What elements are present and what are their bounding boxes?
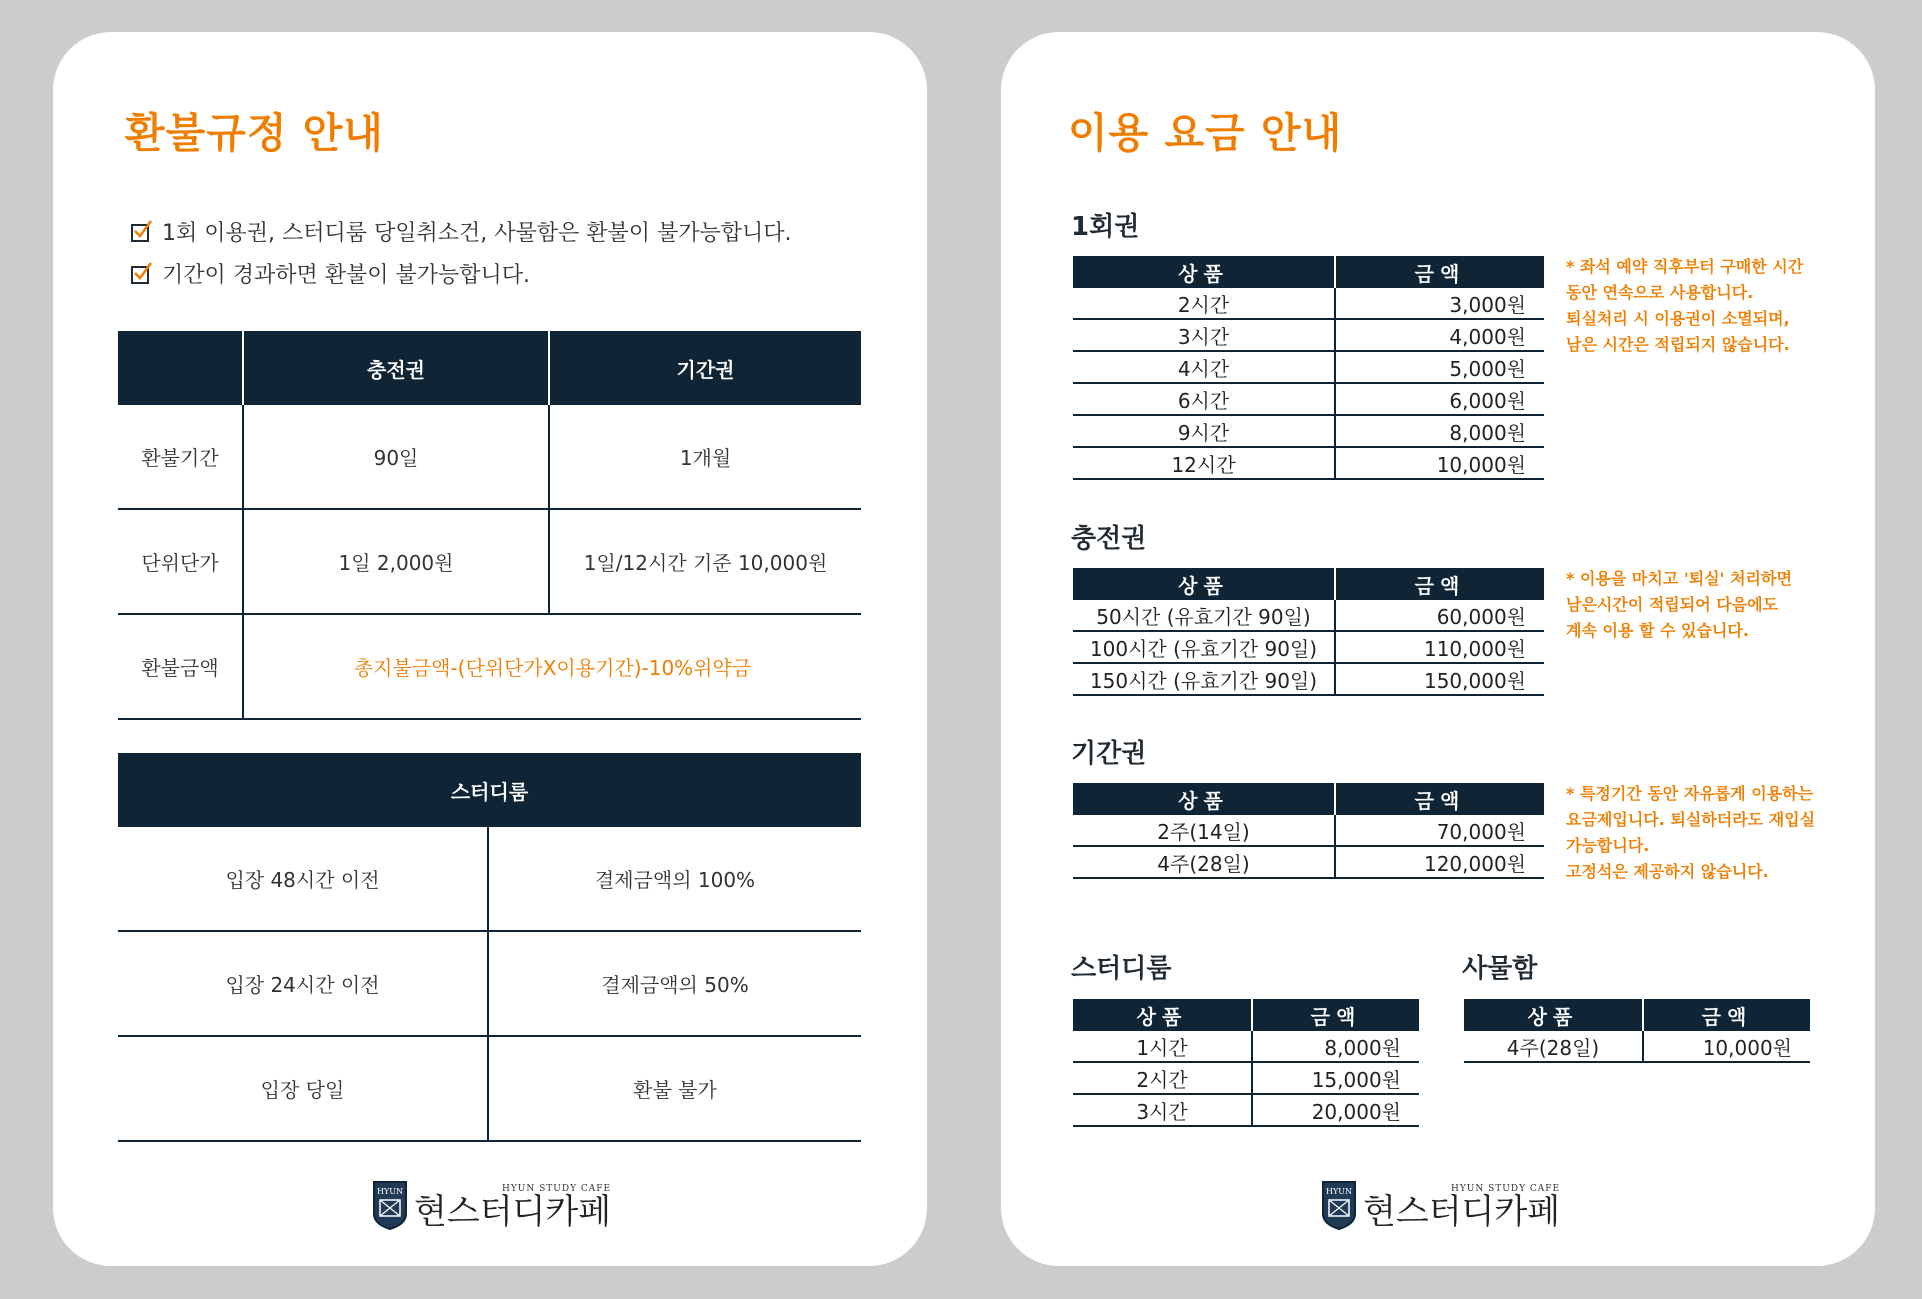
cell-period: 1일/12시간 기준 10,000원: [549, 509, 861, 614]
cell-when: 입장 당일: [118, 1036, 488, 1141]
table-row: [118, 509, 861, 614]
cell-period: 1개월: [549, 405, 861, 509]
table-row: [118, 931, 861, 1036]
product-price: 8,000원: [1335, 415, 1544, 447]
shield-emblem-icon: [1321, 1180, 1357, 1230]
product-price: 70,000원: [1335, 815, 1544, 846]
check-item: [131, 252, 792, 294]
table-row: [1073, 319, 1544, 351]
table-row: [1073, 600, 1544, 631]
product-price: 5,000원: [1335, 351, 1544, 383]
refund-table: [118, 331, 861, 720]
single-pass-note: * 좌석 예약 직후부터 구매한 시간 동안 연속으로 사용합니다. 퇴실처리 시 이용권이 소멸되며, 남은 시간은 적립되지 않습니다.: [1566, 257, 1804, 354]
brand-name: 현스터디카페: [1363, 1192, 1561, 1232]
checkbox-checked-icon: [131, 262, 153, 284]
pricing-title: 이용 요금 안내: [1068, 109, 1343, 157]
product-name: 2주(14일): [1073, 815, 1335, 846]
table-row: [1073, 1062, 1419, 1094]
product-price: 10,000원: [1643, 1031, 1810, 1062]
shield-emblem-icon: [372, 1180, 408, 1230]
product-name: 50시간 (유효기간 90일): [1073, 600, 1335, 631]
product-name: 3시간: [1073, 319, 1335, 351]
product-price: 15,000원: [1252, 1062, 1419, 1094]
table-row: [1073, 1031, 1419, 1062]
product-name: 12시간: [1073, 447, 1335, 479]
col-product: 상품: [1073, 999, 1252, 1031]
cell-refund: 결제금액의 100%: [488, 827, 861, 931]
cell-charge: 1일 2,000원: [243, 509, 549, 614]
table-row: [1073, 631, 1544, 663]
header-period: 기간권: [549, 331, 861, 405]
section-title-studyroom: 스터디룸: [1071, 954, 1172, 984]
check-text: 1회 이용권, 스터디룸 당일취소건, 사물함은 환불이 불가능합니다.: [162, 220, 792, 246]
product-price: 8,000원: [1252, 1031, 1419, 1062]
section-title-period: 기간권: [1071, 739, 1147, 769]
product-price: 60,000원: [1335, 600, 1544, 631]
product-price: 120,000원: [1335, 846, 1544, 878]
pricing-card: [1001, 32, 1875, 1266]
table-row: [118, 405, 861, 509]
header-empty: [118, 331, 243, 405]
table-row: [1073, 815, 1544, 846]
table-row: [1073, 383, 1544, 415]
brand-logo: [372, 1180, 611, 1230]
table-row: [1073, 288, 1544, 319]
cell-when: 입장 24시간 이전: [118, 931, 488, 1036]
section-title-locker: 사물함: [1462, 954, 1538, 984]
checkbox-checked-icon: [131, 220, 153, 242]
col-product: 상품: [1073, 783, 1335, 815]
col-product: 상품: [1464, 999, 1643, 1031]
col-price: 금액: [1335, 568, 1544, 600]
product-name: 150시간 (유효기간 90일): [1073, 663, 1335, 695]
header-charge: 충전권: [243, 331, 549, 405]
col-price: 금액: [1335, 256, 1544, 288]
product-price: 3,000원: [1335, 288, 1544, 319]
product-price: 150,000원: [1335, 663, 1544, 695]
product-price: 6,000원: [1335, 383, 1544, 415]
period-pass-note: * 특정기간 동안 자유롭게 이용하는 요금제입니다. 퇴실하더라도 재입실 가능합니다. 고정석은 제공하지 않습니다.: [1566, 784, 1816, 881]
table-row: [1073, 1094, 1419, 1126]
table-row: [1073, 447, 1544, 479]
cell-charge: 90일: [243, 405, 549, 509]
refund-title: 환불규정 안내: [125, 109, 384, 157]
table-row: [1073, 846, 1544, 878]
table-row: [1073, 415, 1544, 447]
studyroom-price-table: [1073, 999, 1419, 1127]
table-row: [1073, 351, 1544, 383]
product-name: 2시간: [1073, 1062, 1252, 1094]
section-title-single: 1회권: [1071, 212, 1140, 242]
period-pass-table: [1073, 783, 1544, 879]
refund-check-list: [131, 210, 792, 294]
brand-name: 현스터디카페: [414, 1192, 612, 1232]
refund-policy-card: [53, 32, 927, 1266]
product-price: 20,000원: [1252, 1094, 1419, 1126]
product-name: 1시간: [1073, 1031, 1252, 1062]
charge-pass-table: [1073, 568, 1544, 696]
cell-refund: 결제금액의 50%: [488, 931, 861, 1036]
row-label: 단위단가: [118, 509, 243, 614]
cell-when: 입장 48시간 이전: [118, 827, 488, 931]
product-name: 3시간: [1073, 1094, 1252, 1126]
product-name: 9시간: [1073, 415, 1335, 447]
svg-text:HYUN: HYUN: [377, 1187, 403, 1196]
svg-text:HYUN: HYUN: [1326, 1187, 1352, 1196]
cell-refund: 환불 불가: [488, 1036, 861, 1141]
table-row: [118, 1036, 861, 1141]
product-name: 100시간 (유효기간 90일): [1073, 631, 1335, 663]
col-product: 상품: [1073, 256, 1335, 288]
table-row: [118, 827, 861, 931]
check-item: [131, 210, 792, 252]
table-row: [1464, 1031, 1810, 1062]
single-pass-table: [1073, 256, 1544, 480]
product-price: 4,000원: [1335, 319, 1544, 351]
section-title-charge: 충전권: [1071, 524, 1147, 554]
table-row: [118, 614, 861, 719]
col-price: 금액: [1643, 999, 1810, 1031]
product-name: 2시간: [1073, 288, 1335, 319]
product-name: 4주(28일): [1464, 1031, 1643, 1062]
locker-price-table: [1464, 999, 1810, 1063]
product-price: 10,000원: [1335, 447, 1544, 479]
brand-sub: HYUN STUDY CAFE: [501, 1184, 612, 1194]
refund-formula: 총지불금액-(단위단가X이용기간)-10%위약금: [243, 614, 861, 719]
brand-logo: [1321, 1180, 1560, 1230]
product-name: 4주(28일): [1073, 846, 1335, 878]
product-price: 110,000원: [1335, 631, 1544, 663]
row-label: 환불금액: [118, 614, 243, 719]
col-price: 금액: [1252, 999, 1419, 1031]
table-row: [1073, 663, 1544, 695]
brand-sub: HYUN STUDY CAFE: [1450, 1184, 1561, 1194]
studyroom-header: 스터디룸: [118, 753, 861, 827]
row-label: 환불기간: [118, 405, 243, 509]
charge-pass-note: * 이용을 마치고 '퇴실' 처리하면 남은시간이 적립되어 다음에도 계속 이용 할 수 있습니다.: [1566, 569, 1792, 640]
col-product: 상품: [1073, 568, 1335, 600]
studyroom-refund-table: [118, 753, 861, 1142]
product-name: 6시간: [1073, 383, 1335, 415]
col-price: 금액: [1335, 783, 1544, 815]
product-name: 4시간: [1073, 351, 1335, 383]
check-text: 기간이 경과하면 환불이 불가능합니다.: [162, 262, 531, 288]
